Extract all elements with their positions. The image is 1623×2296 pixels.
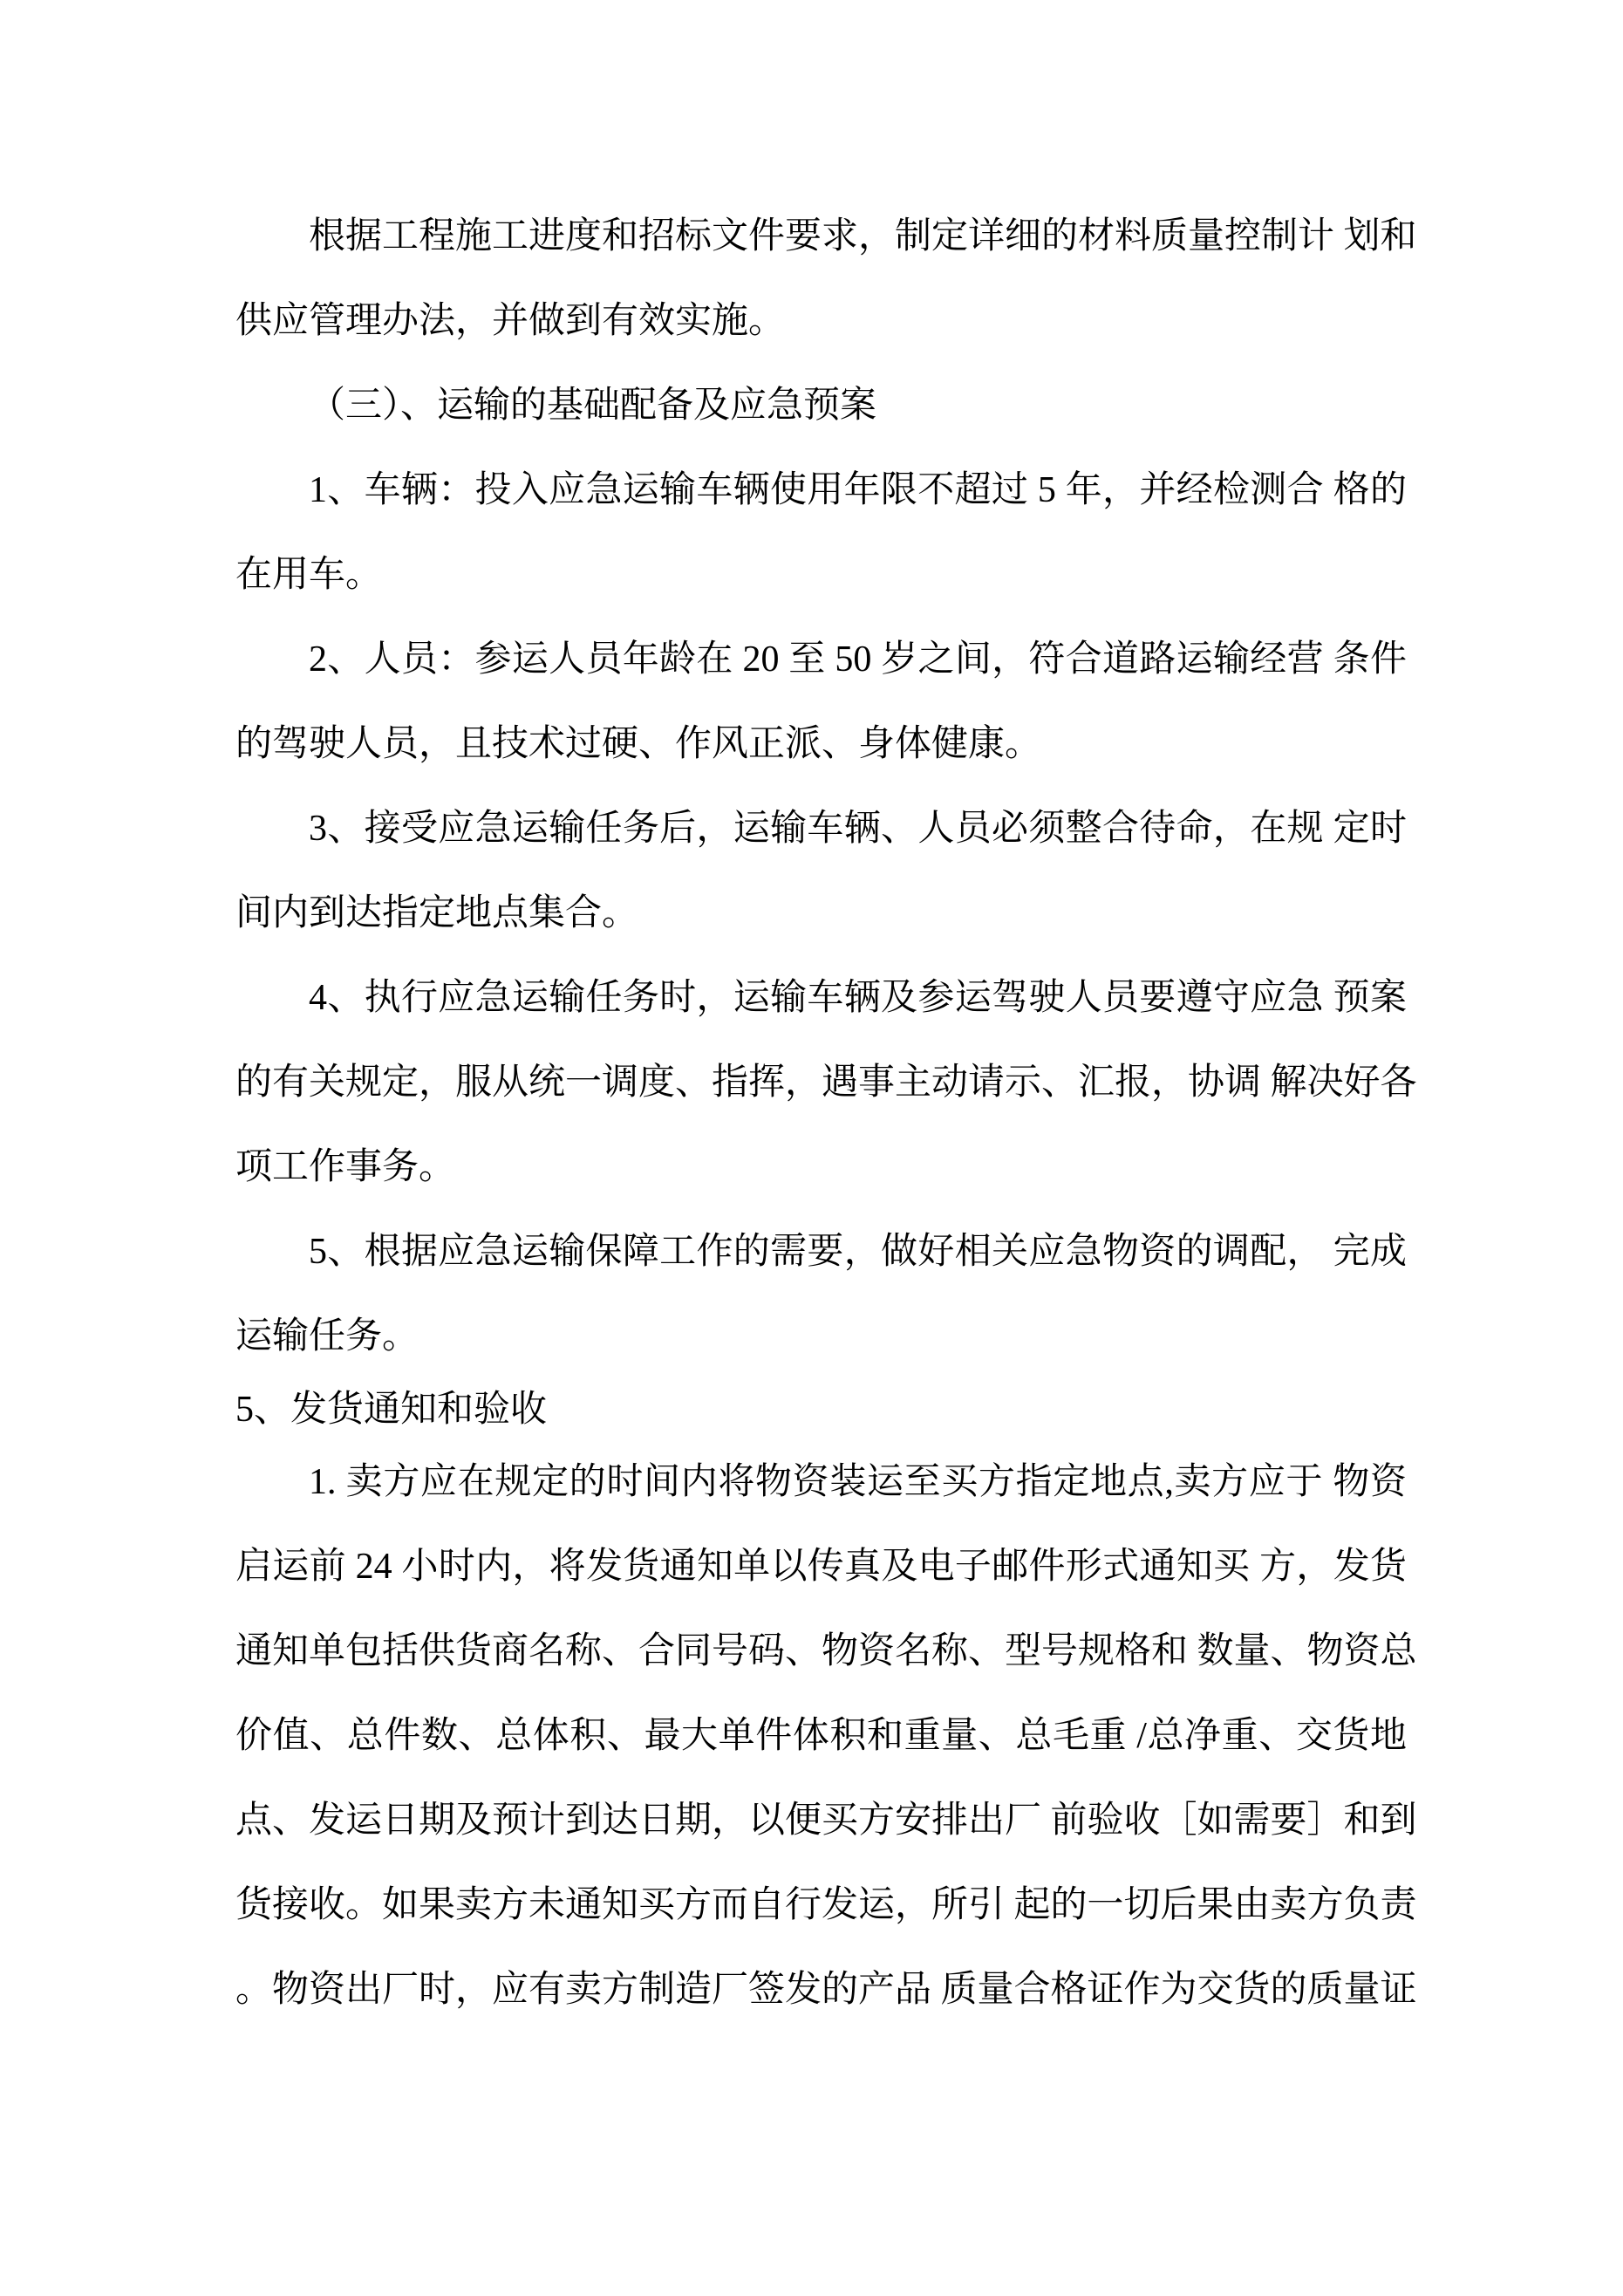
list-item-3-line: 3、接受应急运输任务后，运输车辆、人员必须整合待命，在规 定时 <box>309 809 1407 849</box>
paragraph-line: 根据工程施工进度和招标文件要求，制定详细的材料质量控制计 划和 <box>309 216 1417 256</box>
list-item-2-line: 的驾驶人员，且技术过硬、作风正派、身体健康。 <box>235 724 1042 764</box>
paragraph-line: 通知单包括供货商名称、合同号码、物资名称、型号规格和 数量、物资总 <box>235 1631 1417 1671</box>
list-item-5-line: 运输任务。 <box>235 1316 419 1356</box>
paragraph-line: 价值、总件数、总体积、最大单件体积和重量、总毛重 /总净重、交货地 <box>235 1716 1407 1756</box>
list-item-2-line: 2、人员：参运人员年龄在 20 至 50 岁之间，符合道路运输经营 条件 <box>309 639 1407 680</box>
paragraph-line: 1. 卖方应在规定的时间内将物资装运至买方指定地点,卖方应于 物资 <box>309 1462 1407 1502</box>
list-item-4-line: 项工作事务。 <box>235 1147 456 1187</box>
paragraph-line: 供应管理办法，并做到有效实施。 <box>235 301 786 341</box>
paragraph-line: 货接收。如果卖方未通知买方而自行发运，所引 起的一切后果由卖方负责 <box>235 1885 1417 1925</box>
paragraph-line: 。物资出厂时，应有卖方制造厂签发的产品 质量合格证作为交货的质量证 <box>235 1970 1417 2010</box>
list-item-5-line: 5、根据应急运输保障工作的需要，做好相关应急物资的调配， 完成 <box>309 1232 1407 1272</box>
section-heading-5: 5、发货通知和验收 <box>235 1390 548 1430</box>
list-item-4-line: 的有关规定，服从统一调度、指挥，遇事主动请示、汇报，协调 解决好各 <box>235 1063 1417 1103</box>
list-item-1-line: 在用车。 <box>235 555 383 595</box>
list-item-1-line: 1、车辆：投入应急运输车辆使用年限不超过 5 年，并经检测合 格的 <box>309 470 1407 510</box>
list-item-4-line: 4、执行应急运输任务时，运输车辆及参运驾驶人员要遵守应急 预案 <box>309 978 1407 1018</box>
paragraph-line: 点、发运日期及预计到达日期，以便买方安排出厂 前验收［如需要］和到 <box>235 1801 1417 1841</box>
list-item-3-line: 间内到达指定地点集合。 <box>235 893 639 933</box>
paragraph-line: 启运前 24 小时内，将发货通知单以传真及电子邮件形式通知买 方，发货 <box>235 1547 1407 1587</box>
section-heading-3: （三）、运输的基础配备及应急预案 <box>309 386 877 426</box>
